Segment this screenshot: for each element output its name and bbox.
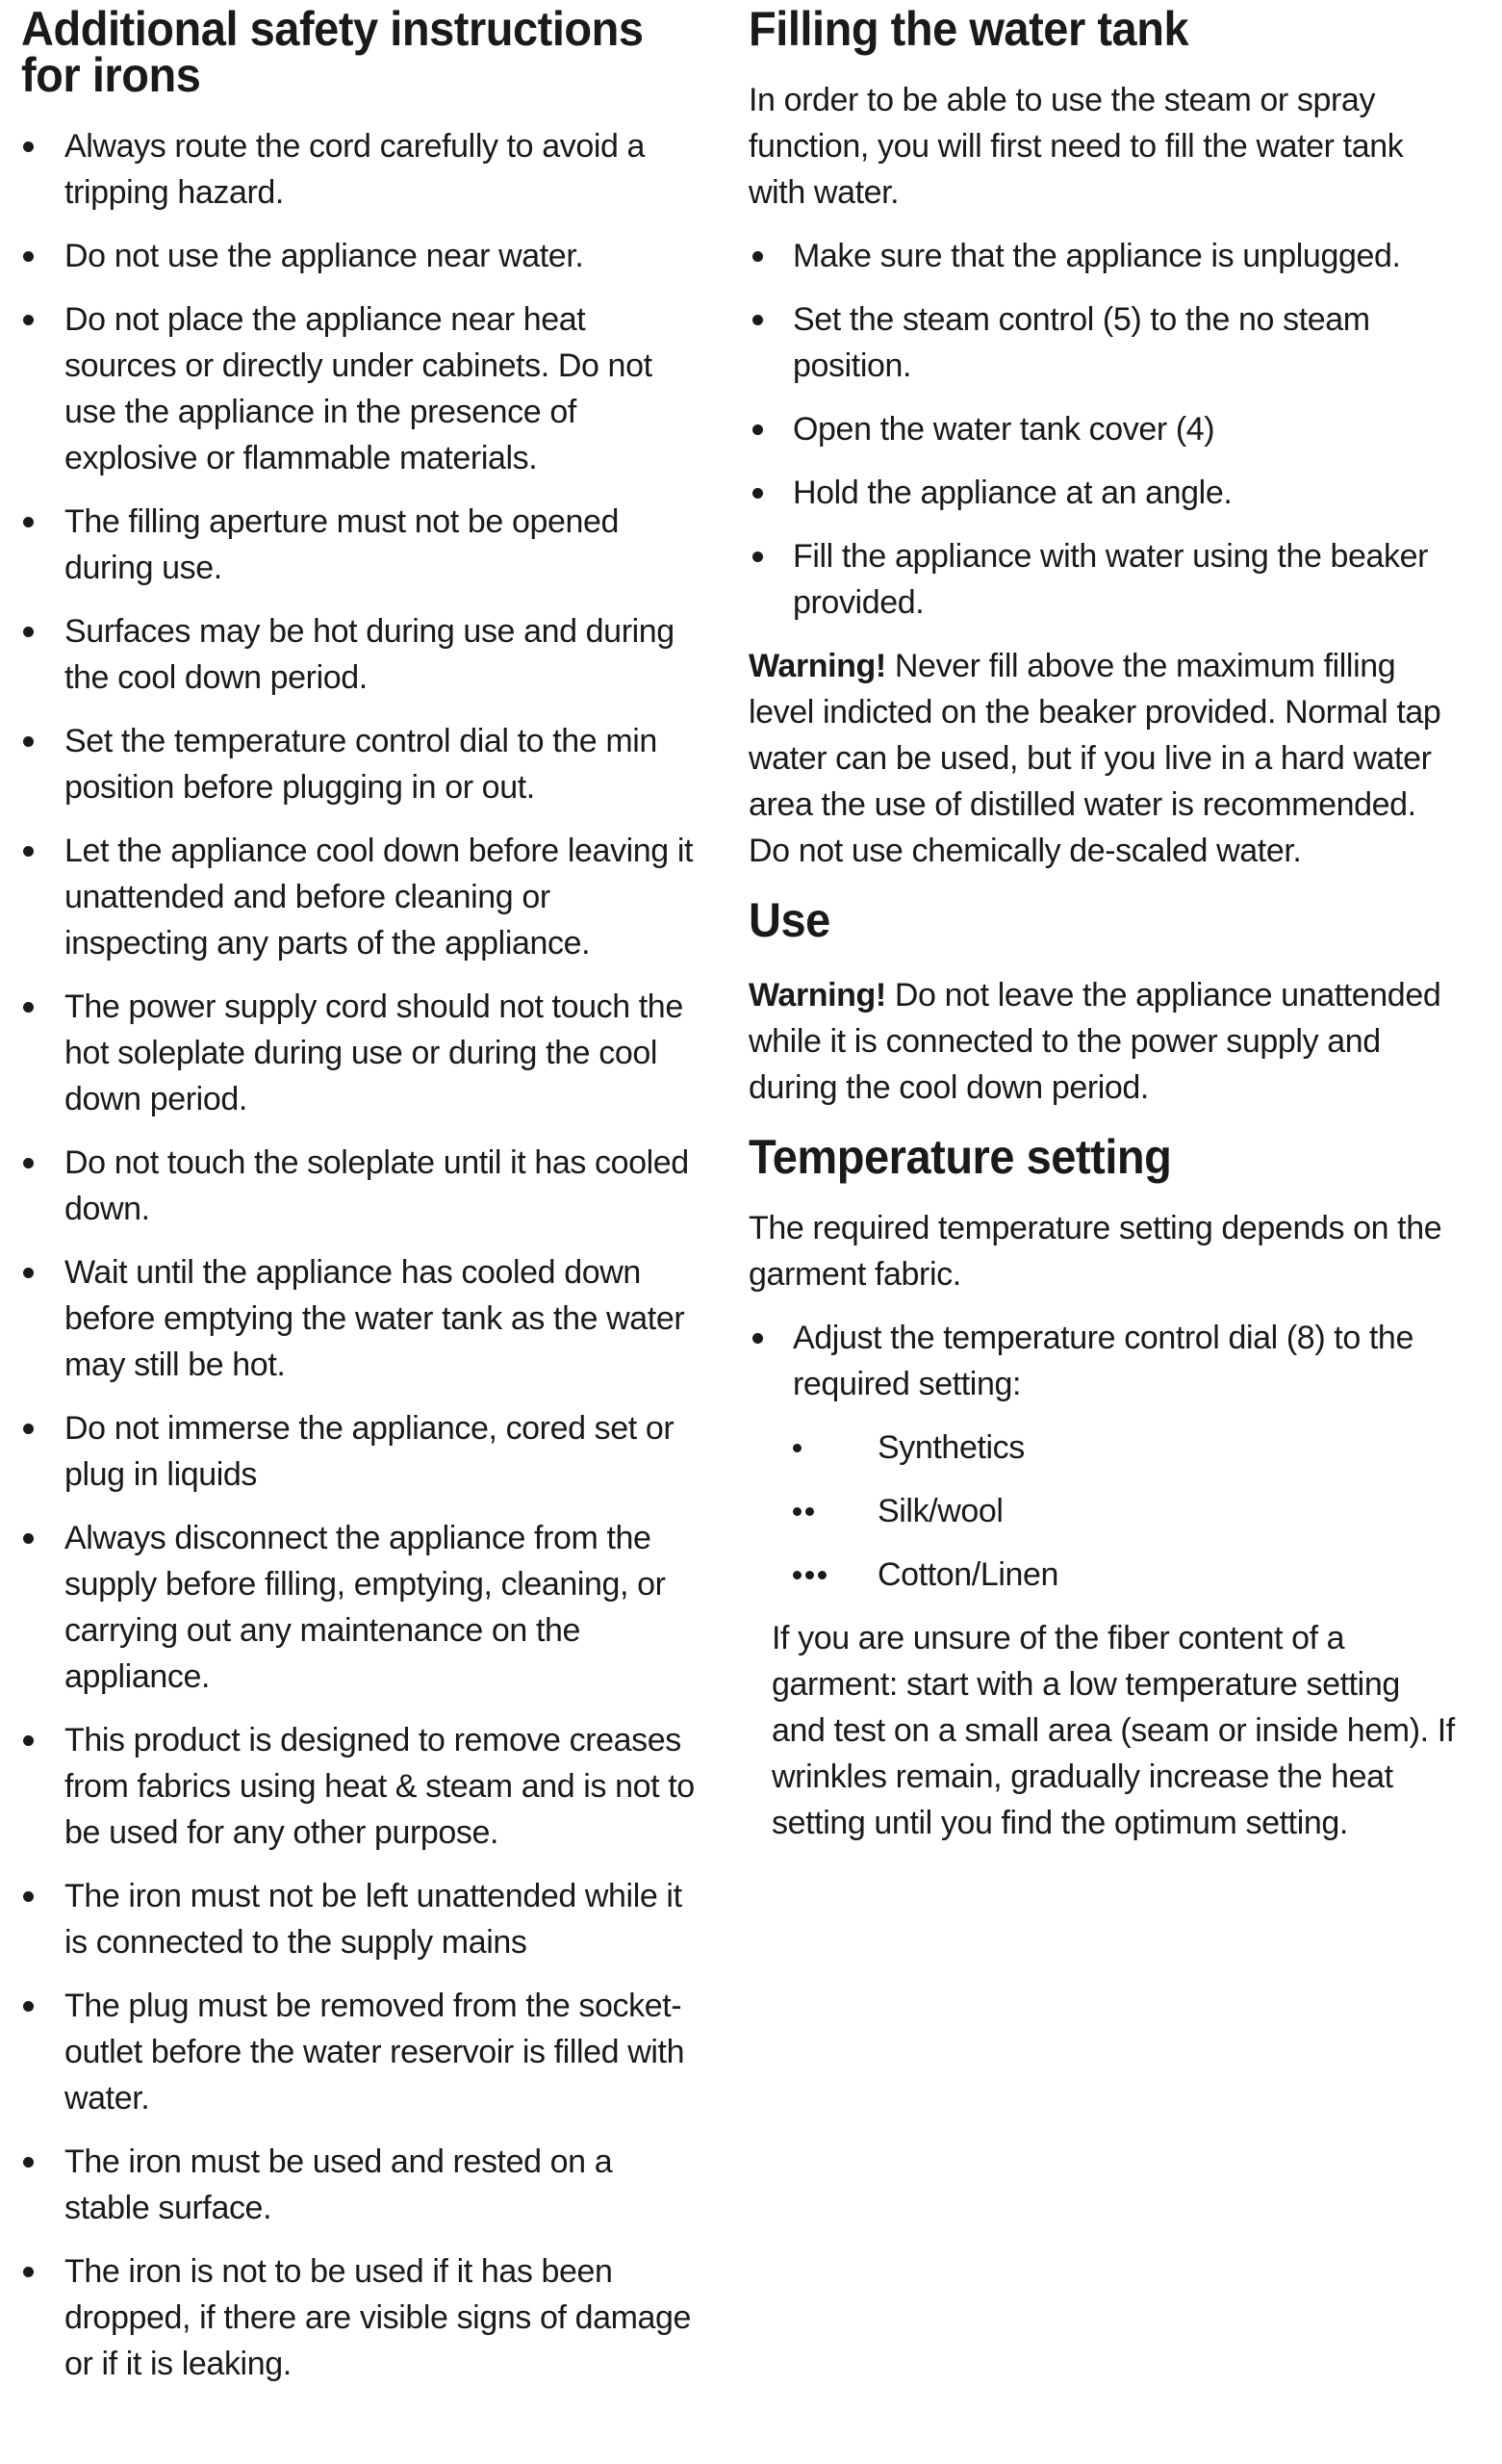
safety-heading: Additional safety instructions for irons <box>21 2 644 102</box>
list-item: Fill the appliance with water using the beaker provided. <box>749 533 1461 626</box>
safety-list <box>21 123 695 2387</box>
temperature-intro: The required temperature setting depends on the garment fabric. <box>749 1210 1442 1293</box>
temperature-dots-icon <box>749 1444 878 1452</box>
right-column <box>749 0 1461 1863</box>
warning-label: Warning! <box>749 977 886 1014</box>
list-item: The plug must be removed from the socket-outlet before the water reservoir is filled with water. <box>21 1983 695 2121</box>
temperature-dots-icon <box>749 1507 878 1516</box>
list-item: Always disconnect the appliance from the supply before filling, emptying, cleaning, or carrying out any maintenance on the appliance. <box>21 1515 695 1700</box>
fabric-settings <box>749 1424 1461 1598</box>
list-item: The iron must be used and rested on a stable surface. <box>21 2139 695 2231</box>
list-item: Hold the appliance at an angle. <box>749 470 1461 516</box>
fabric-setting-silk-wool <box>749 1488 1461 1534</box>
list-item: Wait until the appliance has cooled down before emptying the water tank as the water may still be hot. <box>21 1249 695 1388</box>
list-item: Set the temperature control dial to the min position before plugging in or out. <box>21 718 695 810</box>
fabric-setting-cotton-linen <box>749 1552 1461 1598</box>
list-item: The power supply cord should not touch the hot soleplate during use or during the cool down period. <box>21 984 695 1122</box>
list-item: Surfaces may be hot during use and during the cool down period. <box>21 608 695 701</box>
temperature-dots-icon <box>749 1571 878 1579</box>
list-item: Do not use the appliance near water. <box>21 233 695 279</box>
list-item: Adjust the temperature control dial (8) to the required setting: <box>749 1315 1461 1407</box>
tank-heading: Filling the water tank <box>749 2 1189 56</box>
list-item: The iron must not be left unattended while it is connected to the supply mains <box>21 1873 695 1965</box>
list-item: Always route the cord carefully to avoid a tripping hazard. <box>21 123 695 216</box>
list-item: Make sure that the appliance is unplugged. <box>749 233 1461 279</box>
tank-steps <box>749 233 1461 626</box>
list-item: This product is designed to remove creases from fabrics using heat & steam and is not to be used for any other purpose. <box>21 1717 695 1856</box>
list-item: Let the appliance cool down before leaving it unattended and before cleaning or inspecting any parts of the appliance. <box>21 828 695 966</box>
list-item: Do not immerse the appliance, cored set or plug in liquids <box>21 1405 695 1498</box>
list-item: Open the water tank cover (4) <box>749 406 1461 452</box>
list-item: Set the steam control (5) to the no steam position. <box>749 296 1461 389</box>
temperature-heading: Temperature setting <box>749 1130 1172 1184</box>
tank-intro: In order to be able to use the steam or spray function, you will first need to fill the water tank with water. <box>749 82 1404 211</box>
fabric-label: Cotton/Linen <box>878 1556 1059 1593</box>
warning-label: Warning! <box>749 648 886 684</box>
tank-warning <box>749 643 1461 874</box>
list-item: The filling aperture must not be opened during use. <box>21 499 695 591</box>
use-warning <box>749 972 1461 1111</box>
fabric-label: Silk/wool <box>878 1493 1004 1529</box>
temperature-advice: If you are unsure of the fiber content of a garment: start with a low temperature setting and test on a small area (seam or inside hem). If wrinkles remain, gradually increase the heat setting until you find the optimum setting. <box>772 1620 1455 1841</box>
temperature-steps <box>749 1315 1461 1407</box>
fabric-setting-synthetics <box>749 1424 1461 1471</box>
list-item: Do not touch the soleplate until it has cooled down. <box>21 1140 695 1232</box>
list-item: Do not place the appliance near heat sources or directly under cabinets. Do not use the appliance in the presence of explosive or flammable materials. <box>21 296 695 481</box>
fabric-label: Synthetics <box>878 1429 1025 1466</box>
warning-text: Never fill above the maximum filling level indicted on the beaker provided. Normal tap water can be used, but if you live in a hard water area the use of distilled water is recommended. Do not use chemically de-scaled water. <box>749 648 1441 869</box>
left-column <box>21 0 695 2404</box>
list-item: The iron is not to be used if it has been dropped, if there are visible signs of damage or if it is leaking. <box>21 2248 695 2387</box>
use-heading: Use <box>749 893 830 947</box>
warning-text: Do not leave the appliance unattended while it is connected to the power supply and during the cool down period. <box>749 977 1441 1106</box>
